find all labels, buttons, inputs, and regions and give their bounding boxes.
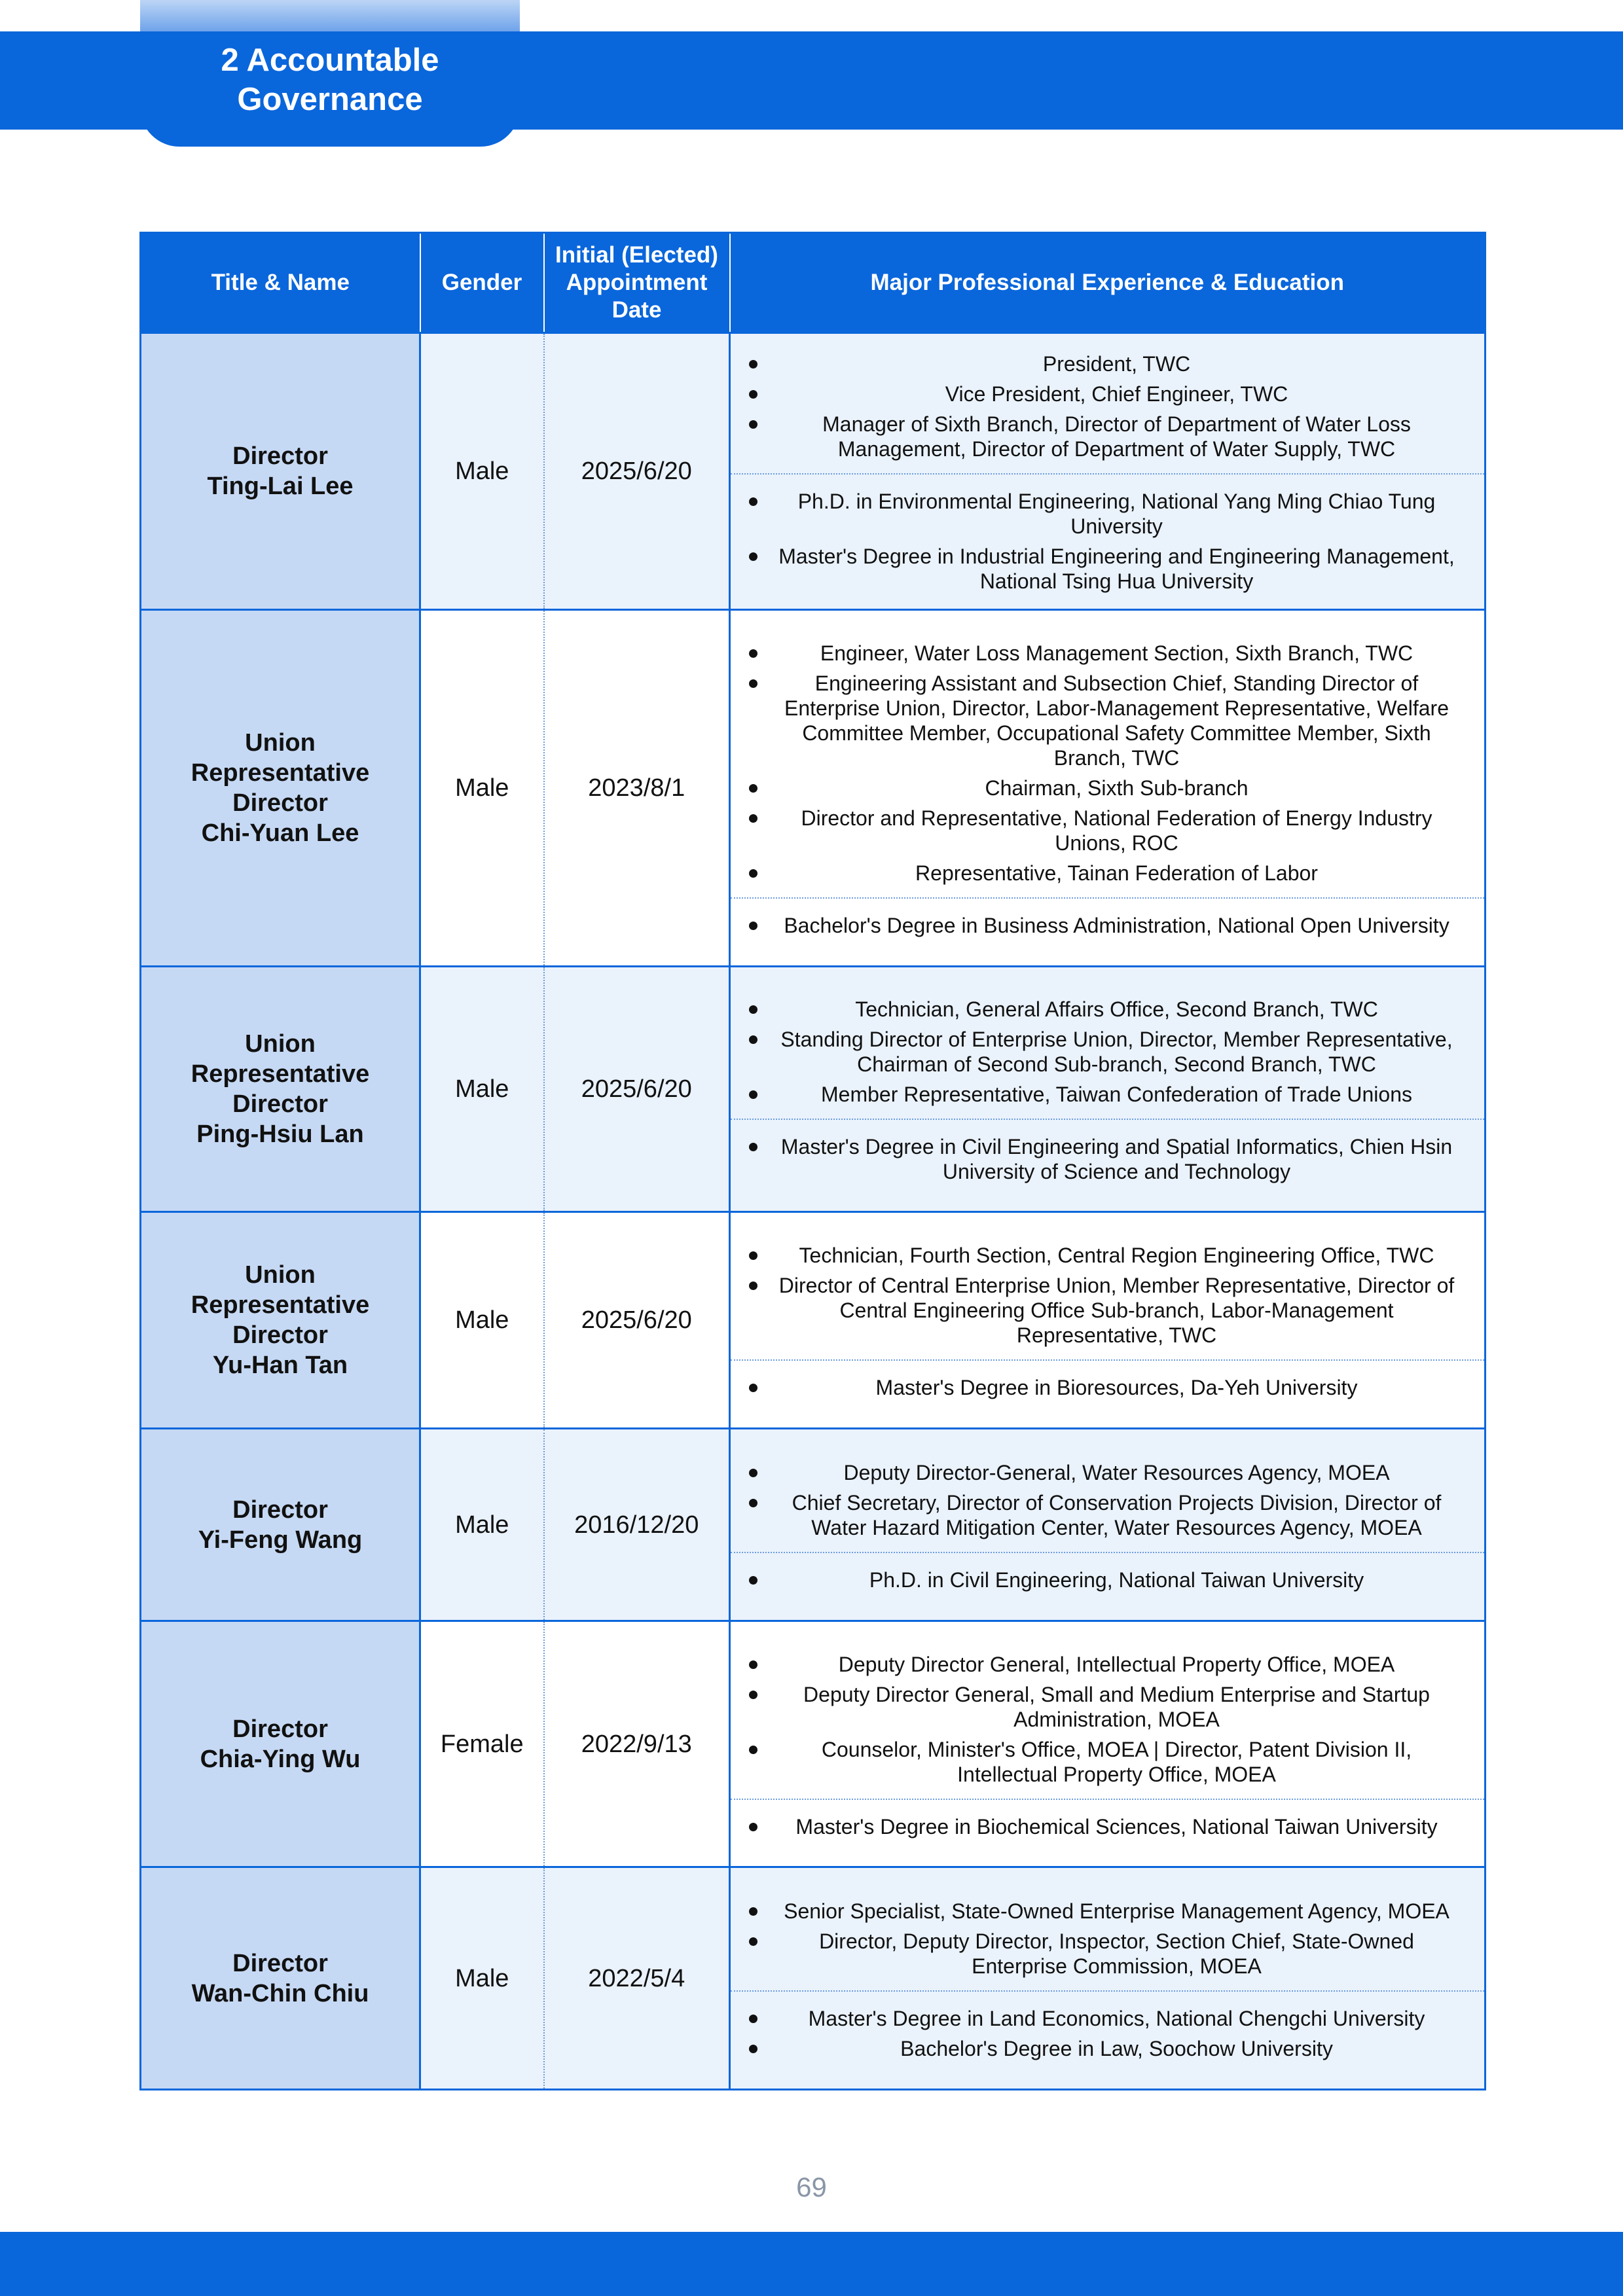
list-item: Master's Degree in Industrial Engineering and Engineering Management, National Tsing Hua University	[769, 544, 1465, 594]
experience-block	[731, 982, 1484, 1119]
experience-education-cell	[730, 1212, 1486, 1429]
list-item: Director and Representative, National Federation of Energy Industry Unions, ROC	[769, 806, 1465, 855]
board-of-directors-table	[139, 232, 1486, 2090]
list-item: President, TWC	[769, 351, 1465, 376]
list-item: Deputy Director General, Intellectual Property Office, MOEA	[769, 1652, 1465, 1677]
list-item: Master's Degree in Bioresources, Da-Yeh University	[769, 1375, 1465, 1400]
experience-list	[769, 1899, 1465, 1979]
list-item: Master's Degree in Biochemical Sciences, National Taiwan University	[769, 1814, 1465, 1839]
list-item: Bachelor's Degree in Law, Soochow University	[769, 2036, 1465, 2061]
education-list	[769, 2006, 1465, 2061]
list-item: Bachelor's Degree in Business Administration, National Open University	[769, 913, 1465, 938]
list-item: Technician, Fourth Section, Central Region Engineering Office, TWC	[769, 1243, 1465, 1268]
list-item: Director, Deputy Director, Inspector, Section Chief, State-Owned Enterprise Commission, MOEA	[769, 1929, 1465, 1979]
appointment-date-cell: 2025/6/20	[544, 333, 730, 610]
gender-cell: Male	[420, 1429, 544, 1621]
section-tab	[140, 0, 520, 147]
list-item: Ph.D. in Environmental Engineering, National Yang Ming Chiao Tung University	[769, 489, 1465, 539]
column-header-appointment-date: Initial (Elected) Appointment Date	[544, 233, 730, 333]
education-list	[769, 1568, 1465, 1592]
education-block	[731, 473, 1484, 605]
gender-cell: Male	[420, 610, 544, 967]
column-header-title-name: Title & Name	[141, 233, 420, 333]
experience-block	[731, 626, 1484, 897]
gender-cell: Male	[420, 967, 544, 1212]
education-list	[769, 1814, 1465, 1839]
appointment-date-cell: 2025/6/20	[544, 967, 730, 1212]
column-header-gender: Gender	[420, 233, 544, 333]
experience-education-cell	[730, 967, 1486, 1212]
experience-list	[769, 1460, 1465, 1540]
education-list	[769, 489, 1465, 594]
table-row	[141, 610, 1486, 967]
list-item: Engineering Assistant and Subsection Chief, Standing Director of Enterprise Union, Director, Labor-Management Representative, Welfare Committee Member, Occupational Safety Committee Member, Sixth Branch, TWC	[769, 671, 1465, 770]
experience-education-cell	[730, 1867, 1486, 2090]
list-item: Manager of Sixth Branch, Director of Department of Water Loss Management, Director of Department of Water Supply, TWC	[769, 412, 1465, 461]
experience-education-cell	[730, 1429, 1486, 1621]
experience-block	[731, 337, 1484, 473]
appointment-date-cell: 2023/8/1	[544, 610, 730, 967]
list-item: Deputy Director General, Small and Medium Enterprise and Startup Administration, MOEA	[769, 1682, 1465, 1732]
table-body	[141, 333, 1486, 2090]
education-block	[731, 1119, 1484, 1196]
experience-list	[769, 641, 1465, 886]
education-block	[731, 897, 1484, 950]
experience-education-cell	[730, 333, 1486, 610]
experience-list	[769, 997, 1465, 1107]
director-title-name: Director Yi-Feng Wang	[141, 1429, 420, 1621]
column-header-experience-education: Major Professional Experience & Education	[730, 233, 1486, 333]
section-tab-highlight	[140, 0, 520, 31]
list-item: Master's Degree in Land Economics, National Chengchi University	[769, 2006, 1465, 2031]
list-item: Master's Degree in Civil Engineering and Spatial Informatics, Chien Hsin University of Science and Technology	[769, 1134, 1465, 1184]
list-item: Technician, General Affairs Office, Second Branch, TWC	[769, 997, 1465, 1022]
director-title-name: Union Representative Director Ping-Hsiu Lan	[141, 967, 420, 1212]
section-title: 2 Accountable Governance	[221, 43, 439, 117]
list-item: Deputy Director-General, Water Resources Agency, MOEA	[769, 1460, 1465, 1485]
appointment-date-cell: 2016/12/20	[544, 1429, 730, 1621]
table-row	[141, 1867, 1486, 2090]
education-block	[731, 1799, 1484, 1851]
director-title-name: Union Representative Director Yu-Han Tan	[141, 1212, 420, 1429]
appointment-date-cell: 2022/9/13	[544, 1621, 730, 1867]
education-block	[731, 1359, 1484, 1412]
experience-block	[731, 1446, 1484, 1552]
list-item: Member Representative, Taiwan Confederation of Trade Unions	[769, 1082, 1465, 1107]
director-title-name: Union Representative Director Chi-Yuan Lee	[141, 610, 420, 967]
table-row	[141, 1429, 1486, 1621]
footer-band	[0, 2232, 1623, 2296]
list-item: Vice President, Chief Engineer, TWC	[769, 382, 1465, 406]
education-list	[769, 1134, 1465, 1184]
list-item: Chief Secretary, Director of Conservation Projects Division, Director of Water Hazard Mitigation Center, Water Resources Agency, MOEA	[769, 1490, 1465, 1540]
education-list	[769, 1375, 1465, 1400]
list-item: Engineer, Water Loss Management Section, Sixth Branch, TWC	[769, 641, 1465, 666]
experience-list	[769, 351, 1465, 461]
list-item: Chairman, Sixth Sub-branch	[769, 776, 1465, 800]
list-item: Representative, Tainan Federation of Labor	[769, 861, 1465, 886]
table-row	[141, 333, 1486, 610]
director-title-name: Director Wan-Chin Chiu	[141, 1867, 420, 2090]
gender-cell: Male	[420, 1867, 544, 2090]
page-number: 69	[796, 2172, 827, 2202]
experience-block	[731, 1884, 1484, 1990]
table-header-row	[141, 233, 1486, 333]
list-item: Senior Specialist, State-Owned Enterprise Management Agency, MOEA	[769, 1899, 1465, 1924]
education-block	[731, 1990, 1484, 2073]
list-item: Standing Director of Enterprise Union, Director, Member Representative, Chairman of Second Sub-branch, Second Branch, TWC	[769, 1027, 1465, 1077]
list-item: Counselor, Minister's Office, MOEA | Director, Patent Division II, Intellectual Property Office, MOEA	[769, 1737, 1465, 1787]
director-title-name: Director Ting-Lai Lee	[141, 333, 420, 610]
director-title-name: Director Chia-Ying Wu	[141, 1621, 420, 1867]
education-list	[769, 913, 1465, 938]
table-row	[141, 1212, 1486, 1429]
table-row	[141, 967, 1486, 1212]
gender-cell: Female	[420, 1621, 544, 1867]
appointment-date-cell: 2022/5/4	[544, 1867, 730, 2090]
list-item: Ph.D. in Civil Engineering, National Taiwan University	[769, 1568, 1465, 1592]
experience-block	[731, 1229, 1484, 1359]
list-item: Director of Central Enterprise Union, Member Representative, Director of Central Engineering Office Sub-branch, Labor-Management Representative, TWC	[769, 1273, 1465, 1348]
table-row	[141, 1621, 1486, 1867]
gender-cell: Male	[420, 333, 544, 610]
education-block	[731, 1552, 1484, 1604]
experience-list	[769, 1652, 1465, 1787]
experience-block	[731, 1638, 1484, 1799]
experience-education-cell	[730, 610, 1486, 967]
appointment-date-cell: 2025/6/20	[544, 1212, 730, 1429]
experience-education-cell	[730, 1621, 1486, 1867]
gender-cell: Male	[420, 1212, 544, 1429]
experience-list	[769, 1243, 1465, 1348]
